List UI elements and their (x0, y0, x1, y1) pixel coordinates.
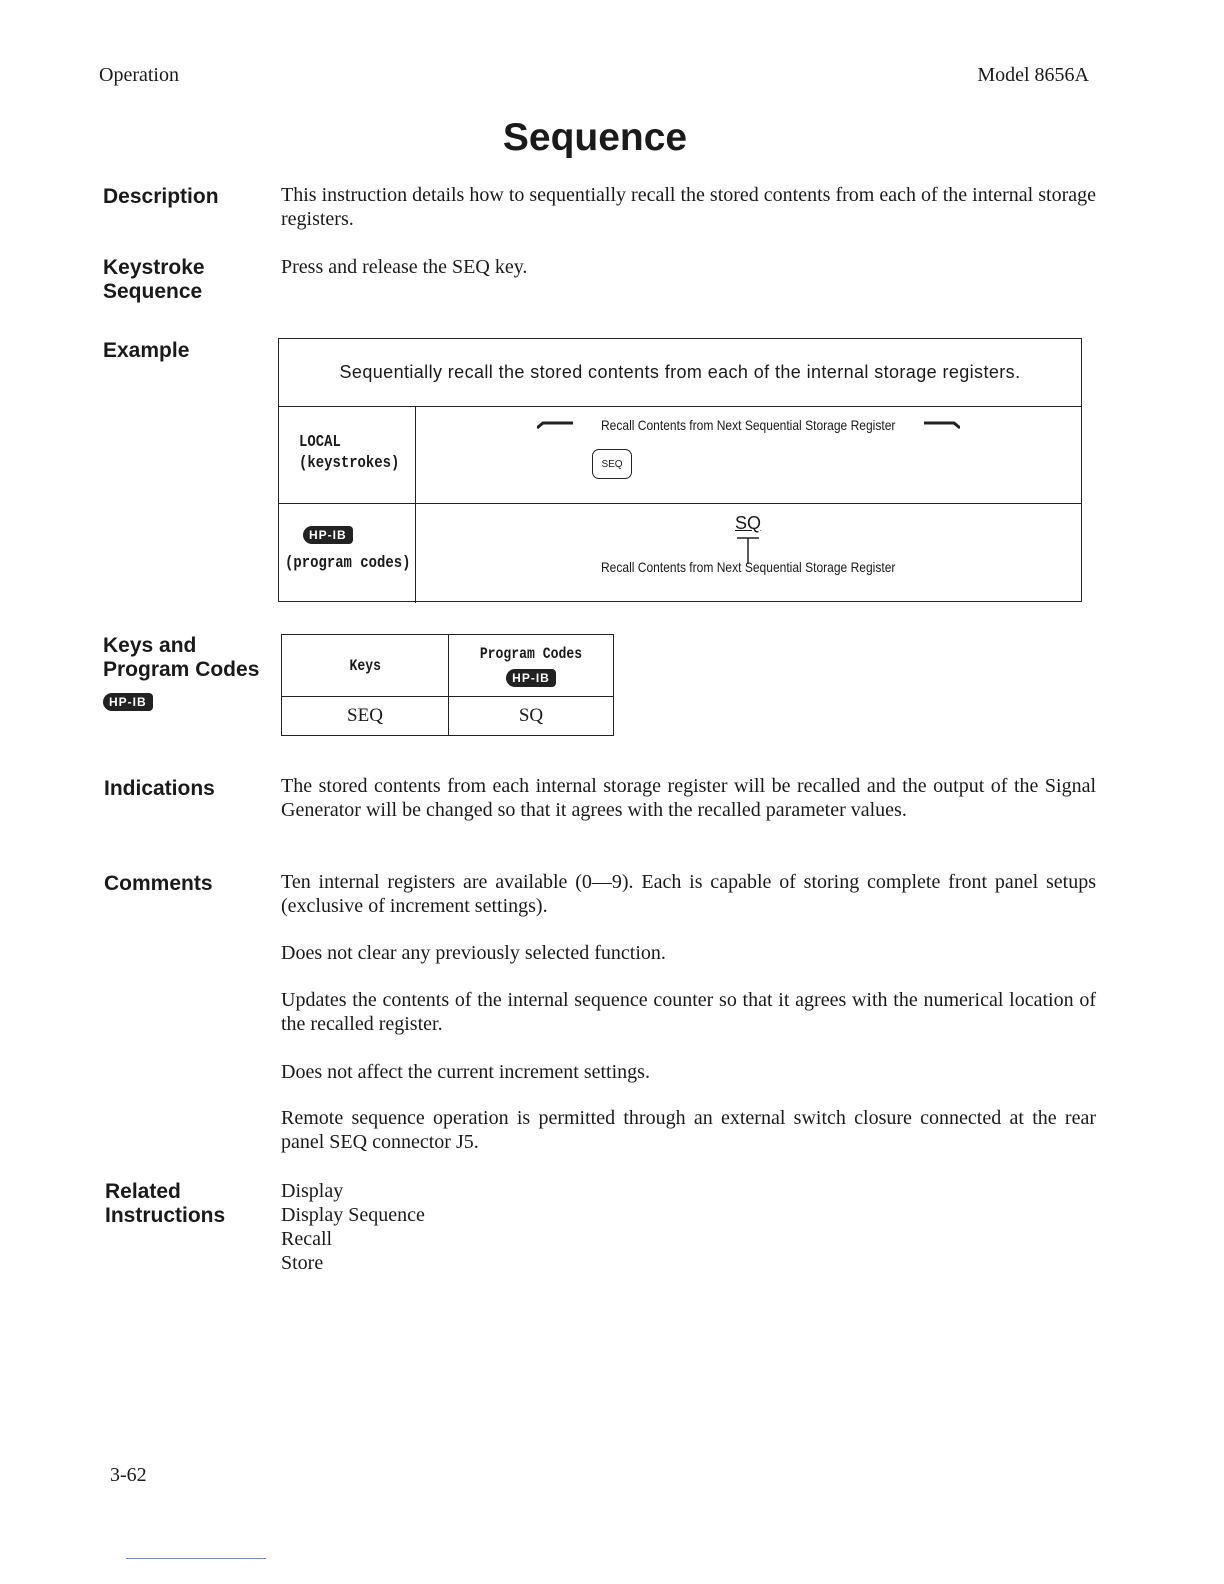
list-item: Display Sequence (281, 1204, 425, 1226)
sq-code (722, 513, 774, 534)
table-row-key: SEQ (282, 697, 449, 736)
hpib-logo-icon: HP-IB (103, 693, 153, 711)
hpib-logo-icon: HP-IB (506, 669, 556, 687)
page-number: 3-62 (110, 1464, 147, 1486)
local-label-line2: (keystrokes) (299, 454, 400, 473)
comment-paragraph-3: Updates the contents of the internal sequence counter so that it agrees with the numerical location of the recalled register. (281, 989, 1096, 1035)
related-label-line2: Instructions (105, 1204, 226, 1227)
comment-paragraph-4: Does not affect the current increment settings. (281, 1061, 650, 1083)
program-codes-text: (program codes) (285, 554, 411, 573)
keystroke-sequence-label (103, 256, 205, 304)
table-row-code: SQ (449, 697, 614, 736)
arrow-left-icon (537, 417, 573, 435)
code-annotation-row (416, 559, 1081, 577)
keys-table (281, 634, 614, 736)
description-text: This instruction details how to sequentially recall the stored contents from each of the internal storage registers. (281, 184, 1096, 230)
local-label-line1: LOCAL (299, 433, 341, 452)
comments-label: Comments (104, 872, 213, 895)
hpib-badge-keys-label (103, 688, 259, 712)
keys-header-cell (282, 635, 449, 697)
keys-label-line2: Program Codes (103, 658, 260, 681)
keystroke-text: Press and release the SEQ key. (281, 256, 528, 278)
hpib-logo-icon: HP-IB (303, 526, 353, 544)
indications-label: Indications (104, 777, 215, 800)
footer-rule (126, 1558, 266, 1559)
program-codes-label (279, 554, 415, 573)
keys-header: Keys (349, 656, 381, 675)
example-label: Example (103, 339, 190, 362)
running-header-left: Operation (99, 64, 179, 86)
example-heading: Sequentially recall the stored contents from each of the internal storage registers. (279, 339, 1081, 407)
sq-code-text: SQ (734, 513, 761, 533)
comment-paragraph-1: Ten internal registers are available (0—9). Each is capable of storing complete front panel setups (exclusive of increment settings). (281, 871, 1096, 917)
keys-label-line1: Keys and (103, 634, 197, 657)
list-item: Recall (281, 1228, 333, 1250)
arrow-right-icon (924, 417, 960, 435)
description-label: Description (103, 185, 219, 208)
list-item: Display (281, 1180, 344, 1202)
local-annotation-text: Recall Contents from Next Sequential Storage Register (601, 417, 896, 433)
related-instructions-label (105, 1180, 225, 1228)
keystroke-label-line1: Keystroke (103, 256, 205, 279)
comment-paragraph-5: Remote sequence operation is permitted through an external switch closure connected at the rear panel SEQ connector J5. (281, 1107, 1096, 1153)
page-title: Sequence (502, 116, 688, 159)
related-label-line1: Related (105, 1180, 181, 1203)
comment-paragraph-2: Does not clear any previously selected function. (281, 942, 666, 964)
hpib-badge-example (303, 526, 353, 544)
local-keystrokes-label (279, 433, 415, 473)
example-box (278, 338, 1082, 602)
hpib-badge-table (449, 669, 613, 687)
running-header-right: Model 8656A (977, 64, 1089, 86)
related-list (281, 1179, 681, 1275)
local-annotation-row (416, 417, 1081, 435)
keys-and-codes-label (103, 634, 259, 712)
code-annotation-text: Recall Contents from Next Sequential Storage Register (601, 559, 896, 575)
codes-header-cell (449, 635, 614, 697)
seq-key-icon: SEQ (592, 449, 632, 479)
keystroke-label-line2: Sequence (103, 280, 203, 303)
codes-header: Program Codes (479, 644, 583, 663)
list-item: Store (281, 1252, 324, 1274)
example-row-divider (279, 503, 1081, 504)
indications-text: The stored contents from each internal storage register will be recalled and the output of the Signal Generator will be changed so that it agrees with the recalled parameter values. (281, 775, 1096, 821)
